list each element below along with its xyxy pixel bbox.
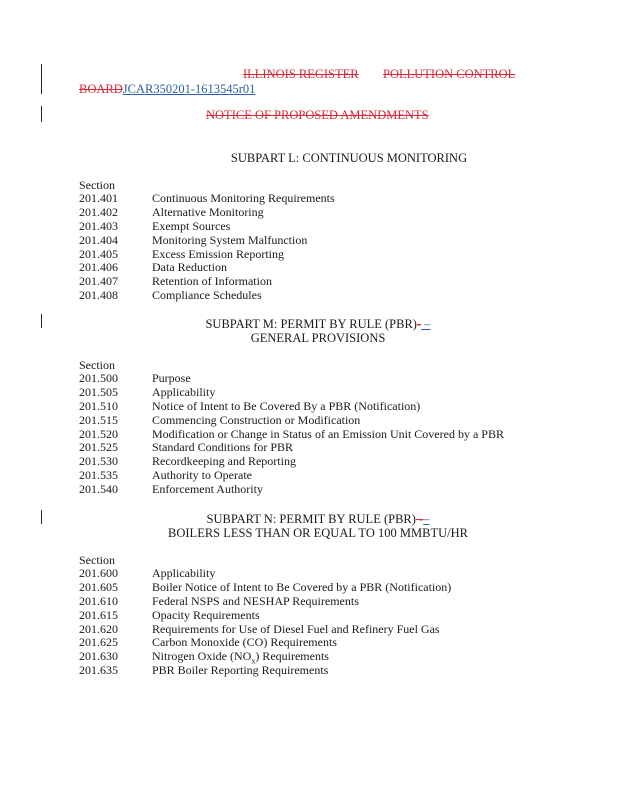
toc-row: 201.620 Requirements for Use of Diesel Fuel and Refinery Fuel Gas [79,621,440,636]
toc-row: 201.525 Standard Conditions for PBR [79,440,294,455]
toc-row: 201.630 Nitrogen Oxide $(NO_x)$ Requirements [79,649,329,666]
change-bar-2 [41,106,42,122]
toc-row: 201.510 Notice of Intent to Be Covered By a PBR (Notification) [79,398,421,413]
toc-row: 201.404 Monitoring System Malfunction [79,232,308,247]
register-title: ILLINOIS REGISTER [243,67,359,81]
toc-row: 201.520 Modification or Change in Status of an Emission Unit Covered by a PBR [79,426,504,441]
board-line [79,82,255,96]
toc-row: 201.530 Recordkeeping and Reporting [79,454,296,469]
toc-row: 201.600 Applicability [79,566,216,580]
toc-row: 201.625 Carbon Monoxide (CO) Requirements [79,635,337,650]
subpart-m-title: SUBPART M: PERMIT BY RULE (PBR)- – [205,317,431,331]
toc-row: 201.402 Alternative Monitoring [79,204,264,219]
toc-row: 201.500 Purpose [79,371,191,385]
board-struck-2: BOARD [79,82,123,96]
section-label-m: Section [79,358,115,372]
toc-subpart-n [79,567,599,678]
board-title-struck: POLLUTION CONTROL [383,67,516,81]
toc-subpart-m [79,372,599,497]
subpart-m-subtitle: GENERAL PROVISIONS [250,331,386,345]
toc-row: 201.405 Excess Emission Reporting [79,246,284,261]
section-label-n: Section [79,553,115,567]
doc-id: JCAR350201-1613545r01 [122,82,256,96]
toc-row: 201.406 Data Reduction [79,260,227,275]
subpart-n-subtitle: BOILERS LESS THAN OR EQUAL TO 100 MMBTU/HR [168,526,468,540]
notice-title: NOTICE OF PROPOSED AMENDMENTS [206,108,429,122]
section-label-l: Section [79,178,115,192]
change-bar-1 [41,64,42,94]
toc-subpart-l [79,192,599,303]
toc-row: 201.505 Applicability [79,384,216,399]
toc-row: 201.605 Boiler Notice of Intent to Be Covered by a PBR (Notification) [79,579,452,594]
toc-row: 201.635 PBR Boiler Reporting Requirements [79,663,329,678]
toc-row: 201.535 Authority to Operate [79,468,252,483]
toc-row: 201.615 Opacity Requirements [79,607,260,622]
toc-row: 201.407 Retention of Information [79,274,272,289]
subpart-l-title: SUBPART L: CONTINUOUS MONITORING [230,151,468,165]
toc-row: 201.403 Exempt Sources [79,218,231,233]
toc-row: 201.515 Commencing Construction or Modification [79,412,361,427]
toc-row: 201.610 Federal NSPS and NESHAP Requirements [79,593,359,608]
toc-row: 201.408 Compliance Schedules [79,288,262,303]
toc-row: 201.540 Enforcement Authority [79,482,263,497]
toc-row: 201.401 Continuous Monitoring Requirements [79,191,335,205]
subpart-n-title: SUBPART N: PERMIT BY RULE (PBR) -– [206,512,430,526]
